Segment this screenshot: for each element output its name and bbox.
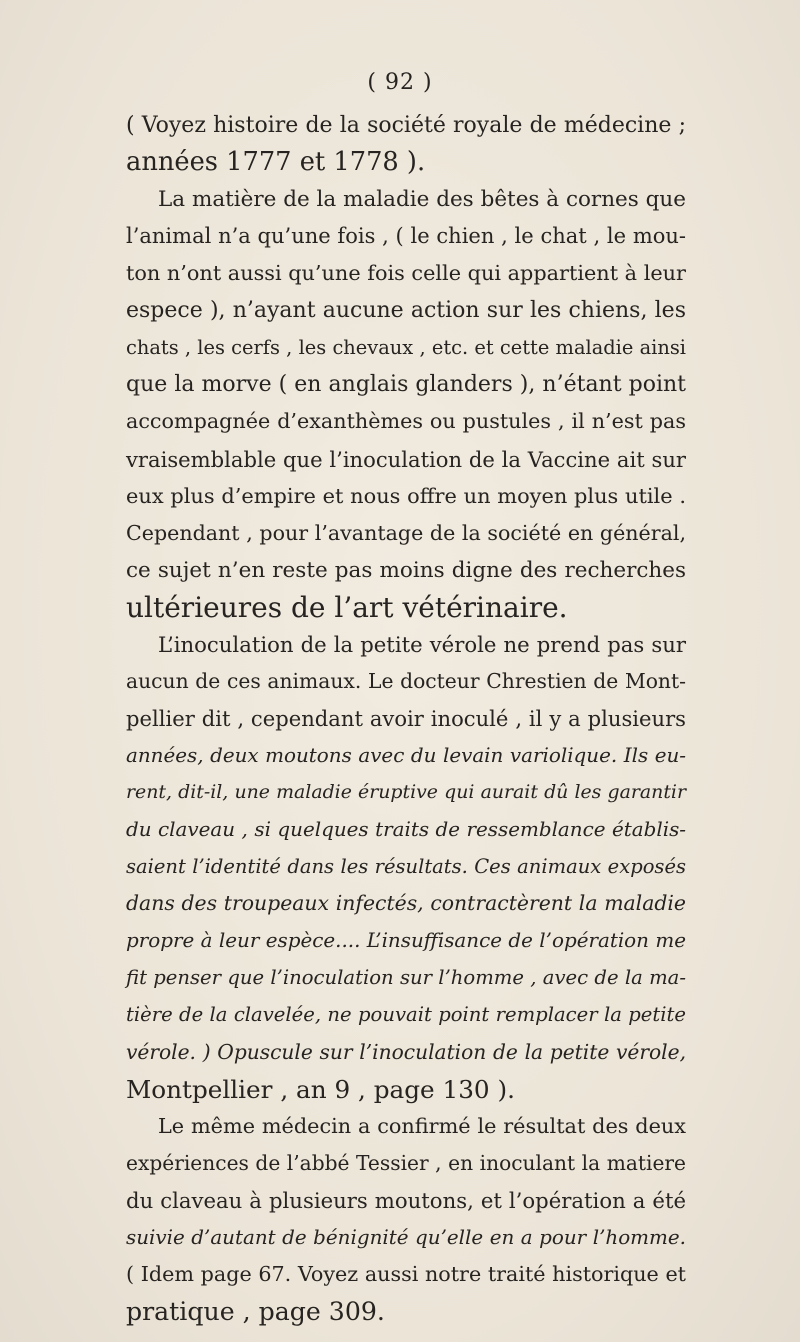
page-number: ( 92 ) [367,70,433,95]
text-line: eux plus d’empire et nous offre un moyen plus utile . [126,483,686,508]
text-line: saient l’identité dans les résultats. Ces animaux exposés [126,855,686,879]
text-line: ce sujet n’en reste pas moins digne des recherches [126,557,686,583]
text-line: Le même médecin a confirmé le résultat des deux [158,1113,686,1138]
text-line: l’animal n’a qu’une fois , ( le chien , le chat , le mou- [126,224,686,249]
text-line: Cependant , pour l’avantage de la société en général, [126,520,686,545]
text-line: ultérieures de l’art vétérinaire. [126,590,568,624]
text-line: espece ), n’ayant aucune action sur les chiens, les [126,298,686,324]
text-line: vérole. ) Opuscule sur l’inoculation de la petite vérole, [126,1039,686,1064]
text-line: fit penser que l’inoculation sur l’homme , avec de la ma- [126,966,686,990]
text-line: ton n’ont aussi qu’une fois celle qui appartient à leur [126,261,686,286]
text-line: La matière de la maladie des bêtes à cornes que [158,187,686,213]
text-line: propre à leur espèce.... L’insuffisance de l’opération me [126,929,686,953]
text-line: ( Idem page 67. Voyez aussi notre traité historique et [126,1261,686,1286]
text-line: du claveau à plusieurs moutons, et l’opération a été [126,1187,686,1213]
text-line: accompagnée d’exanthèmes ou pustules , il n’est pas [126,409,686,434]
text-line: expériences de l’abbé Tessier , en inoculant la matiere [126,1150,686,1175]
text-line: du claveau , si quelques traits de ressemblance établis- [126,818,686,842]
text-line: dans des troupeaux infectés, contractèrent la maladie [126,891,686,916]
text-line: années 1777 et 1778 ). [126,147,426,178]
text-line: ( Voyez histoire de la société royale de médecine ; [126,113,686,138]
text-line: rent, dit-il, une maladie éruptive qui aurait dû les garantir [126,781,686,804]
text-line: années, deux moutons avec du levain variolique. Ils eu- [126,744,686,768]
text-line: que la morve ( en anglais glanders ), n’étant point [126,372,686,398]
text-line: pratique , page 309. [126,1296,385,1326]
text-line: tière de la clavelée, ne pouvait point remplacer la petite [126,1003,686,1027]
text-line: aucun de ces animaux. Le docteur Chrestien de Mont- [126,668,686,693]
text-line: suivie d’autant de bénignité qu’elle en a pour l’homme. [126,1225,686,1249]
text-line: L’inoculation de la petite vérole ne prend pas sur [158,631,686,657]
text-line: pellier dit , cependant avoir inoculé , il y a plusieurs [126,705,686,731]
text-line: Montpellier , an 9 , page 130 ). [126,1074,515,1104]
text-line: chats , les cerfs , les chevaux , etc. et cette maladie ainsi [126,336,686,360]
text-line: vraisemblable que l’inoculation de la Vaccine ait sur [126,446,686,472]
